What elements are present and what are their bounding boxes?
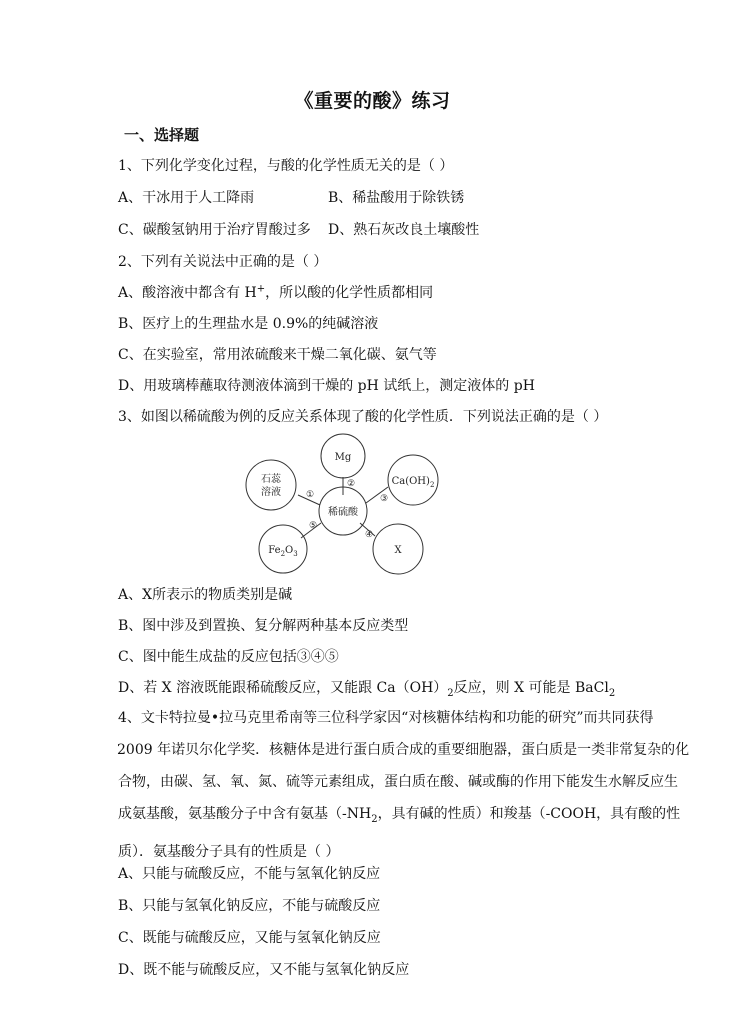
- q2-option-a-sup: +: [256, 283, 266, 295]
- q4-option-b: B、只能与氢氧化钠反应，不能与硫酸反应: [118, 898, 381, 914]
- q4-line-4: [118, 798, 681, 836]
- marker-1: ①: [305, 490, 315, 500]
- q3-option-d-text: D、若 X 溶液既能跟稀硫酸反应，又能跟 Ca（OH）: [118, 680, 448, 696]
- label-caoh2: $Ca(OH)_2$: [391, 476, 435, 489]
- q1-options-row1: [118, 187, 464, 207]
- q4-option-a: A、只能与硫酸反应，不能与氢氧化钠反应: [118, 866, 381, 882]
- marker-3: ③: [379, 494, 389, 504]
- q2-option-d: D、用玻璃棒蘸取待测液体滴到干燥的 pH 试纸上，测定液体的 pH: [118, 378, 535, 394]
- label-fe2o3: $Fe_2O_3$: [268, 545, 298, 558]
- reaction-diagram: [243, 439, 443, 579]
- q2-option-c: C、在实验室，常用浓硫酸来干燥二氧化碳、氨气等: [118, 347, 437, 363]
- q4-line-2: 2009 年诺贝尔化学奖．核糖体是进行蛋白质合成的重要细胞器，蛋白质是一类非常复杂的化: [117, 742, 690, 758]
- q1-stem: 1、下列化学变化过程，与酸的化学性质无关的是（ ）: [118, 158, 454, 174]
- q4-line-3: 合物，由碳、氢、氧、氮、硫等元素组成，蛋白质在酸、碱或酶的作用下能发生水解反应生: [118, 774, 678, 790]
- q1-option-a: A、干冰用于人工降雨: [118, 190, 255, 206]
- q2-option-b: B、医疗上的生理盐水是 0.9%的纯碱溶液: [118, 316, 379, 332]
- q1-option-d: D、熟石灰改良土壤酸性: [328, 222, 480, 238]
- q2-option-a-text2: ，所以酸的化学性质都相同: [265, 285, 434, 301]
- q4-line-4-text2: ，具有碱的性质）和羧基（-COOH，具有酸的性: [377, 806, 681, 822]
- q1-option-c: C、碳酸氢钠用于治疗胃酸过多: [118, 222, 311, 238]
- page-title: 《重要的酸》练习: [294, 90, 451, 112]
- q1-option-b: B、稀盐酸用于除铁锈: [328, 190, 465, 206]
- q3-option-d: [118, 677, 615, 699]
- q3-option-d-sub2: 2: [608, 687, 616, 699]
- marker-5: ⑤: [308, 521, 318, 531]
- q3-option-a: A、X所表示的物质类别是碱: [118, 587, 293, 603]
- q2-option-a-text: A、酸溶液中都含有 H: [118, 285, 257, 301]
- q2-option-a: [118, 282, 433, 302]
- q4-line-4-sub: 2: [371, 813, 378, 825]
- q3-option-d-text2: 反应，则 X 可能是 BaCl: [453, 680, 609, 696]
- label-litmus-2: 溶液: [261, 487, 281, 498]
- q3-option-c: C、图中能生成盐的反应包括③④⑤: [118, 649, 339, 665]
- q4-option-c: C、既能与硫酸反应，又能与氢氧化钠反应: [118, 930, 381, 946]
- q4-option-d: D、既不能与硫酸反应，又不能与氢氧化钠反应: [118, 962, 410, 978]
- label-center: 稀硫酸: [328, 507, 358, 518]
- q4-line-4-text: 成氨基酸，氨基酸分子中含有氨基（-NH: [118, 806, 372, 822]
- section-heading: 一、选择题: [124, 126, 200, 144]
- marker-2: ②: [346, 479, 356, 489]
- q1-options-row2: [118, 219, 479, 239]
- node-litmus: [246, 460, 296, 510]
- q3-option-d-sub: 2: [447, 687, 454, 699]
- q3-option-b: B、图中涉及到置换、复分解两种基本反应类型: [118, 618, 409, 634]
- label-x: X: [394, 545, 402, 556]
- q3-stem: 3、如图以稀硫酸为例的反应关系体现了酸的化学性质．下列说法正确的是（ ）: [118, 409, 608, 425]
- q4-line-1: 4、文卡特拉曼•拉马克里希南等三位科学家因“对核糖体结构和功能的研究”而共同获得: [118, 710, 654, 726]
- q4-line-5: 质）．氨基酸分子具有的性质是（ ）: [118, 843, 340, 860]
- marker-4: ④: [364, 530, 374, 540]
- label-mg: Mg: [334, 452, 352, 463]
- node-fe2o3: [259, 525, 307, 573]
- q2-stem: 2、下列有关说法中正确的是（ ）: [118, 254, 328, 270]
- label-litmus-1: 石蕊: [261, 474, 281, 485]
- q4-paragraph: [117, 702, 690, 868]
